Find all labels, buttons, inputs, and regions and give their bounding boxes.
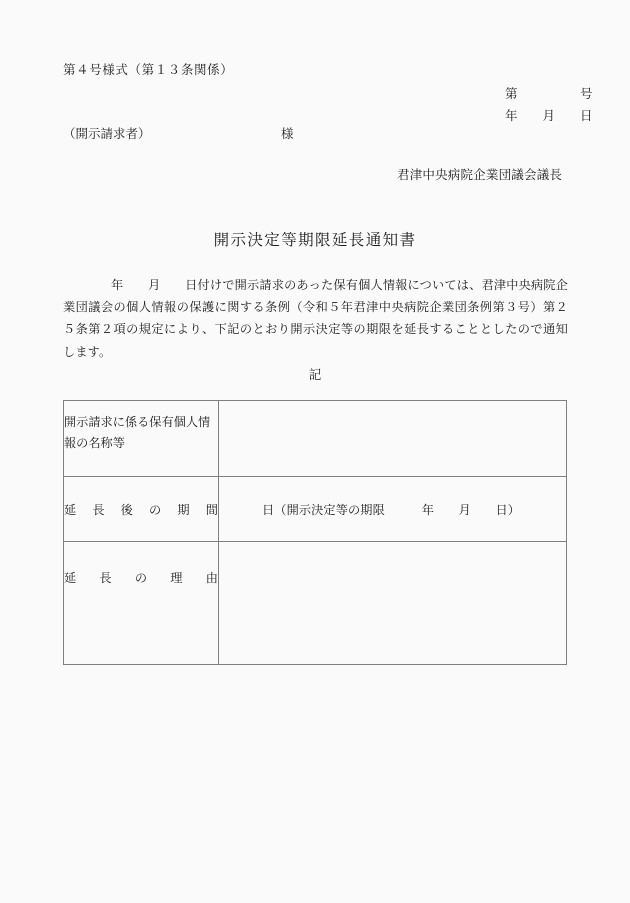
value-text: 日（開示決定等の期限 年 月 日） <box>262 502 521 517</box>
table-row <box>64 477 567 542</box>
row-value-extended-period <box>219 477 567 542</box>
row-value-extension-reason <box>219 542 567 665</box>
table-row <box>64 542 567 665</box>
issuer-name: 君津中央病院企業団議会議長 <box>397 168 563 182</box>
label-text: 延長の理由 <box>64 571 218 585</box>
document-number-field: 第 号 <box>505 87 593 101</box>
row-label-extension-reason <box>64 542 219 665</box>
details-table <box>63 400 567 665</box>
addressee-honorific: 様 <box>281 127 294 141</box>
label-text: 開示請求に係る保有個人情報の名称等 <box>64 415 211 450</box>
label-text: 延長後の期間 <box>64 502 218 517</box>
ki-marker: 記 <box>308 368 322 382</box>
addressee-label: （開示請求者） <box>63 127 151 141</box>
document-date-field: 年 月 日 <box>505 109 593 123</box>
document-title: 開示決定等期限延長通知書 <box>213 232 417 249</box>
form-number: 第４号様式（第１３条関係） <box>63 63 234 77</box>
table-row <box>64 401 567 477</box>
body-paragraph: 年 月 日付けで開示請求のあった保有個人情報については、君津中央病院企業団議会の個人情報の保護に関する条例（令和５年君津中央病院企業団条例第３号）第２５条第２項の規定により、下記のとおり開示決定等の期限を延長することとしたので通知します。 <box>63 278 568 359</box>
row-label-disclosure-request-info <box>64 401 219 477</box>
row-label-extended-period <box>64 477 219 542</box>
row-value-disclosure-request-info <box>219 401 567 477</box>
